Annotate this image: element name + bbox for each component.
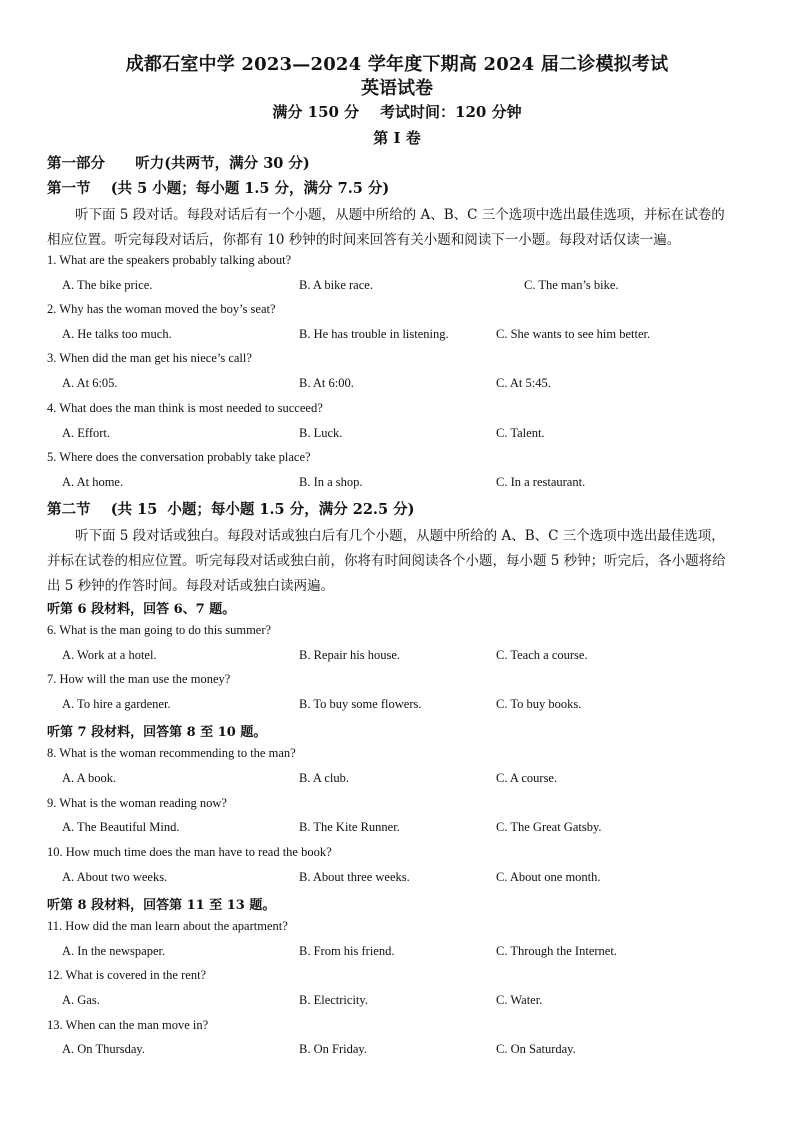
- section1-instruction-line: 相应位置。听完每段对话后，你都有 10 秒钟的时间来回答有关小题和阅读下一小题。每段对话仅读一遍。: [47, 232, 681, 248]
- option-b[interactable]: B. Electricity.: [299, 993, 368, 1007]
- option-a[interactable]: A. About two weeks.: [62, 870, 168, 884]
- question-text: 1. What are the speakers probably talking about?: [47, 253, 292, 267]
- option-b[interactable]: B. A club.: [299, 771, 350, 785]
- material-heading: 听第 8 段材料，回答第 11 至 13 题。: [47, 898, 276, 913]
- part1-heading: 第一部分 听力(共两节，满分 30 分): [47, 155, 310, 172]
- exam-subject: 英语试卷: [361, 78, 433, 99]
- question-text: 8. What is the woman recommending to the man?: [47, 746, 296, 760]
- section2-instruction-line: 出 5 秒钟的作答时间。每段对话或独白读两遍。: [47, 578, 335, 594]
- question-text: 2. Why has the woman moved the boy’s seat?: [47, 302, 276, 316]
- option-c[interactable]: C. About one month.: [496, 870, 601, 884]
- option-a[interactable]: A. At 6:05.: [62, 376, 118, 390]
- question-text: 7. How will the man use the money?: [47, 672, 231, 686]
- question-text: 5. Where does the conversation probably take place?: [47, 450, 311, 464]
- question-text: 10. How much time does the man have to read the book?: [47, 845, 332, 859]
- option-c[interactable]: C. In a restaurant.: [496, 475, 586, 489]
- option-b[interactable]: B. The Kite Runner.: [299, 820, 400, 834]
- question-text: 6. What is the man going to do this summer?: [47, 623, 272, 637]
- option-a[interactable]: A. Effort.: [62, 426, 111, 440]
- section1-heading: 第一节 (共 5 小题；每小题 1.5 分，满分 7.5 分): [47, 180, 390, 197]
- option-c[interactable]: C. The Great Gatsby.: [496, 820, 602, 834]
- option-c[interactable]: C. A course.: [496, 771, 558, 785]
- option-b[interactable]: B. Luck.: [299, 426, 343, 440]
- question-text: 3. When did the man get his niece’s call?: [47, 351, 252, 365]
- option-b[interactable]: B. About three weeks.: [299, 870, 410, 884]
- section2-instruction-line: 并标在试卷的相应位置。听完每段对话或独白前，你将有时间阅读各个小题，每小题 5 秒钟；听完后，各小题将给: [47, 553, 726, 569]
- option-b[interactable]: B. From his friend.: [299, 944, 395, 958]
- option-c[interactable]: C. To buy books.: [496, 697, 582, 711]
- option-a[interactable]: A. Work at a hotel.: [62, 648, 157, 662]
- option-c[interactable]: C. Through the Internet.: [496, 944, 617, 958]
- section1-instruction-line: 听下面 5 段对话。每段对话后有一个小题，从题中所给的 A、B、C 三个选项中选出最佳选项，并标在试卷的: [75, 207, 725, 223]
- option-c[interactable]: C. On Saturday.: [496, 1042, 576, 1056]
- score-and-time: 满分 150 分 考试时间：120 分钟: [272, 103, 522, 121]
- section2-instruction-line: 听下面 5 段对话或独白。每段对话或独白后有几个小题，从题中所给的 A、B、C 三个选项中选出最佳选项，: [75, 528, 725, 544]
- volume-label: 第 I 卷: [373, 129, 421, 147]
- question-text: 12. What is covered in the rent?: [47, 968, 207, 982]
- option-a[interactable]: A. At home.: [62, 475, 124, 489]
- option-b[interactable]: B. Repair his house.: [299, 648, 401, 662]
- question-text: 11. How did the man learn about the apartment?: [47, 919, 288, 933]
- option-c[interactable]: C. At 5:45.: [496, 376, 551, 390]
- material-heading: 听第 6 段材料，回答 6、7 题。: [47, 602, 236, 617]
- option-b[interactable]: B. To buy some flowers.: [299, 697, 422, 711]
- option-a[interactable]: A. The Beautiful Mind.: [62, 820, 180, 834]
- question-text: 4. What does the man think is most needed to succeed?: [47, 401, 323, 415]
- option-b[interactable]: B. A bike race.: [299, 278, 373, 292]
- exam-title: 成都石室中学 2023—2024 学年度下期高 2024 届二诊模拟考试: [125, 54, 669, 75]
- option-b[interactable]: B. In a shop.: [299, 475, 363, 489]
- option-a[interactable]: A. Gas.: [62, 993, 100, 1007]
- option-c[interactable]: C. The man’s bike.: [524, 278, 619, 292]
- option-a[interactable]: A. A book.: [62, 771, 117, 785]
- option-c[interactable]: C. Talent.: [496, 426, 545, 440]
- option-a[interactable]: A. The bike price.: [62, 278, 153, 292]
- option-c[interactable]: C. Water.: [496, 993, 543, 1007]
- option-a[interactable]: A. To hire a gardener.: [62, 697, 171, 711]
- question-text: 13. When can the man move in?: [47, 1018, 209, 1032]
- option-c[interactable]: C. She wants to see him better.: [496, 327, 651, 341]
- option-a[interactable]: A. He talks too much.: [62, 327, 172, 341]
- question-text: 9. What is the woman reading now?: [47, 796, 227, 810]
- option-b[interactable]: B. On Friday.: [299, 1042, 367, 1056]
- option-c[interactable]: C. Teach a course.: [496, 648, 588, 662]
- option-a[interactable]: A. In the newspaper.: [62, 944, 166, 958]
- option-b[interactable]: B. He has trouble in listening.: [299, 327, 449, 341]
- material-heading: 听第 7 段材料，回答第 8 至 10 题。: [47, 725, 267, 740]
- option-a[interactable]: A. On Thursday.: [62, 1042, 145, 1056]
- section2-heading: 第二节 (共 15 小题；每小题 1.5 分，满分 22.5 分): [47, 501, 415, 518]
- option-b[interactable]: B. At 6:00.: [299, 376, 354, 390]
